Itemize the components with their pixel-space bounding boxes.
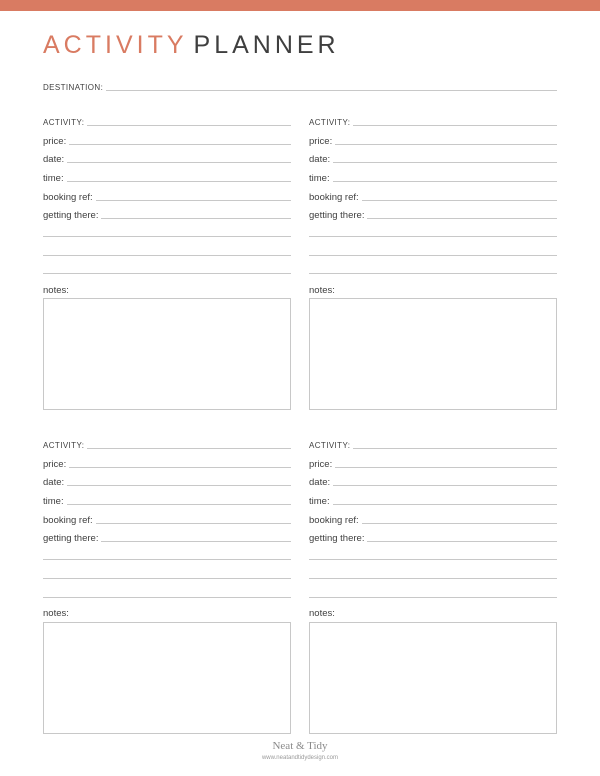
activity-label: ACTIVITY: (43, 441, 85, 450)
getting-there-label: getting there: (43, 533, 99, 544)
extra-line[interactable] (309, 559, 557, 560)
price-line[interactable] (69, 144, 291, 145)
notes-label: notes: (309, 285, 335, 296)
getting-there-line[interactable] (101, 218, 291, 219)
activity-label: ACTIVITY: (309, 118, 351, 127)
footer-brand: Neat & Tidy (272, 740, 328, 752)
extra-line[interactable] (43, 559, 291, 560)
date-field[interactable] (309, 151, 557, 165)
price-line[interactable] (335, 467, 557, 468)
activity-line[interactable] (87, 448, 291, 449)
booking-ref-field[interactable] (309, 189, 557, 203)
booking-ref-line[interactable] (96, 200, 291, 201)
extra-line[interactable] (309, 255, 557, 256)
extra-line[interactable] (43, 236, 291, 237)
booking-ref-field[interactable] (43, 512, 291, 526)
booking-ref-line[interactable] (96, 523, 291, 524)
activity-field[interactable] (43, 437, 291, 451)
destination-field[interactable] (43, 79, 557, 93)
extra-line[interactable] (43, 597, 291, 598)
getting-there-field[interactable] (43, 207, 291, 221)
booking-ref-label: booking ref: (309, 192, 359, 203)
getting-there-line[interactable] (101, 541, 291, 542)
top-accent-bar (0, 0, 600, 11)
page-title (43, 30, 340, 60)
notes-label: notes: (43, 608, 69, 619)
price-field[interactable] (309, 133, 557, 147)
getting-there-field[interactable] (43, 530, 291, 544)
time-field[interactable] (43, 493, 291, 507)
getting-there-label: getting there: (309, 533, 365, 544)
time-line[interactable] (67, 504, 291, 505)
notes-box[interactable] (43, 622, 291, 734)
booking-ref-line[interactable] (362, 523, 557, 524)
time-field[interactable] (309, 170, 557, 184)
price-label: price: (43, 136, 67, 147)
date-field[interactable] (43, 151, 291, 165)
activity-line[interactable] (353, 125, 557, 126)
time-field[interactable] (43, 170, 291, 184)
date-label: date: (309, 154, 331, 165)
getting-there-field[interactable] (309, 530, 557, 544)
price-line[interactable] (335, 144, 557, 145)
date-line[interactable] (333, 485, 557, 486)
price-label: price: (309, 136, 333, 147)
time-line[interactable] (333, 504, 557, 505)
activity-label: ACTIVITY: (43, 118, 85, 127)
booking-ref-label: booking ref: (309, 515, 359, 526)
getting-there-line[interactable] (367, 541, 557, 542)
date-label: date: (43, 154, 65, 165)
getting-there-field[interactable] (309, 207, 557, 221)
time-line[interactable] (67, 181, 291, 182)
booking-ref-label: booking ref: (43, 192, 93, 203)
date-field[interactable] (309, 474, 557, 488)
extra-line[interactable] (43, 255, 291, 256)
price-label: price: (43, 459, 67, 470)
notes-label: notes: (43, 285, 69, 296)
date-label: date: (309, 477, 331, 488)
title-accent-word: ACTIVITY (43, 31, 188, 59)
time-line[interactable] (333, 181, 557, 182)
notes-box[interactable] (43, 298, 291, 410)
title-main-word: PLANNER (193, 31, 340, 59)
extra-line[interactable] (43, 273, 291, 274)
date-label: date: (43, 477, 65, 488)
booking-ref-field[interactable] (309, 512, 557, 526)
date-line[interactable] (67, 162, 291, 163)
activity-line[interactable] (87, 125, 291, 126)
booking-ref-label: booking ref: (43, 515, 93, 526)
extra-line[interactable] (309, 273, 557, 274)
notes-field (309, 282, 557, 296)
extra-line[interactable] (309, 597, 557, 598)
booking-ref-line[interactable] (362, 200, 557, 201)
getting-there-label: getting there: (309, 210, 365, 221)
time-label: time: (43, 496, 64, 507)
destination-label: DESTINATION: (43, 83, 104, 92)
notes-field (309, 605, 557, 619)
price-field[interactable] (43, 133, 291, 147)
date-field[interactable] (43, 474, 291, 488)
notes-label: notes: (309, 608, 335, 619)
extra-line[interactable] (309, 236, 557, 237)
date-line[interactable] (67, 485, 291, 486)
destination-line[interactable] (106, 90, 557, 91)
getting-there-label: getting there: (43, 210, 99, 221)
activity-field[interactable] (309, 114, 557, 128)
extra-line[interactable] (309, 578, 557, 579)
booking-ref-field[interactable] (43, 189, 291, 203)
notes-field (43, 605, 291, 619)
price-line[interactable] (69, 467, 291, 468)
activity-line[interactable] (353, 448, 557, 449)
date-line[interactable] (333, 162, 557, 163)
time-label: time: (309, 496, 330, 507)
price-field[interactable] (43, 456, 291, 470)
price-field[interactable] (309, 456, 557, 470)
price-label: price: (309, 459, 333, 470)
footer-url: www.neatandtidydesign.com (261, 755, 339, 761)
time-field[interactable] (309, 493, 557, 507)
notes-box[interactable] (309, 298, 557, 410)
time-label: time: (309, 173, 330, 184)
time-label: time: (43, 173, 64, 184)
extra-line[interactable] (43, 578, 291, 579)
getting-there-line[interactable] (367, 218, 557, 219)
notes-field (43, 282, 291, 296)
activity-label: ACTIVITY: (309, 441, 351, 450)
notes-box[interactable] (309, 622, 557, 734)
activity-field[interactable] (309, 437, 557, 451)
activity-field[interactable] (43, 114, 291, 128)
